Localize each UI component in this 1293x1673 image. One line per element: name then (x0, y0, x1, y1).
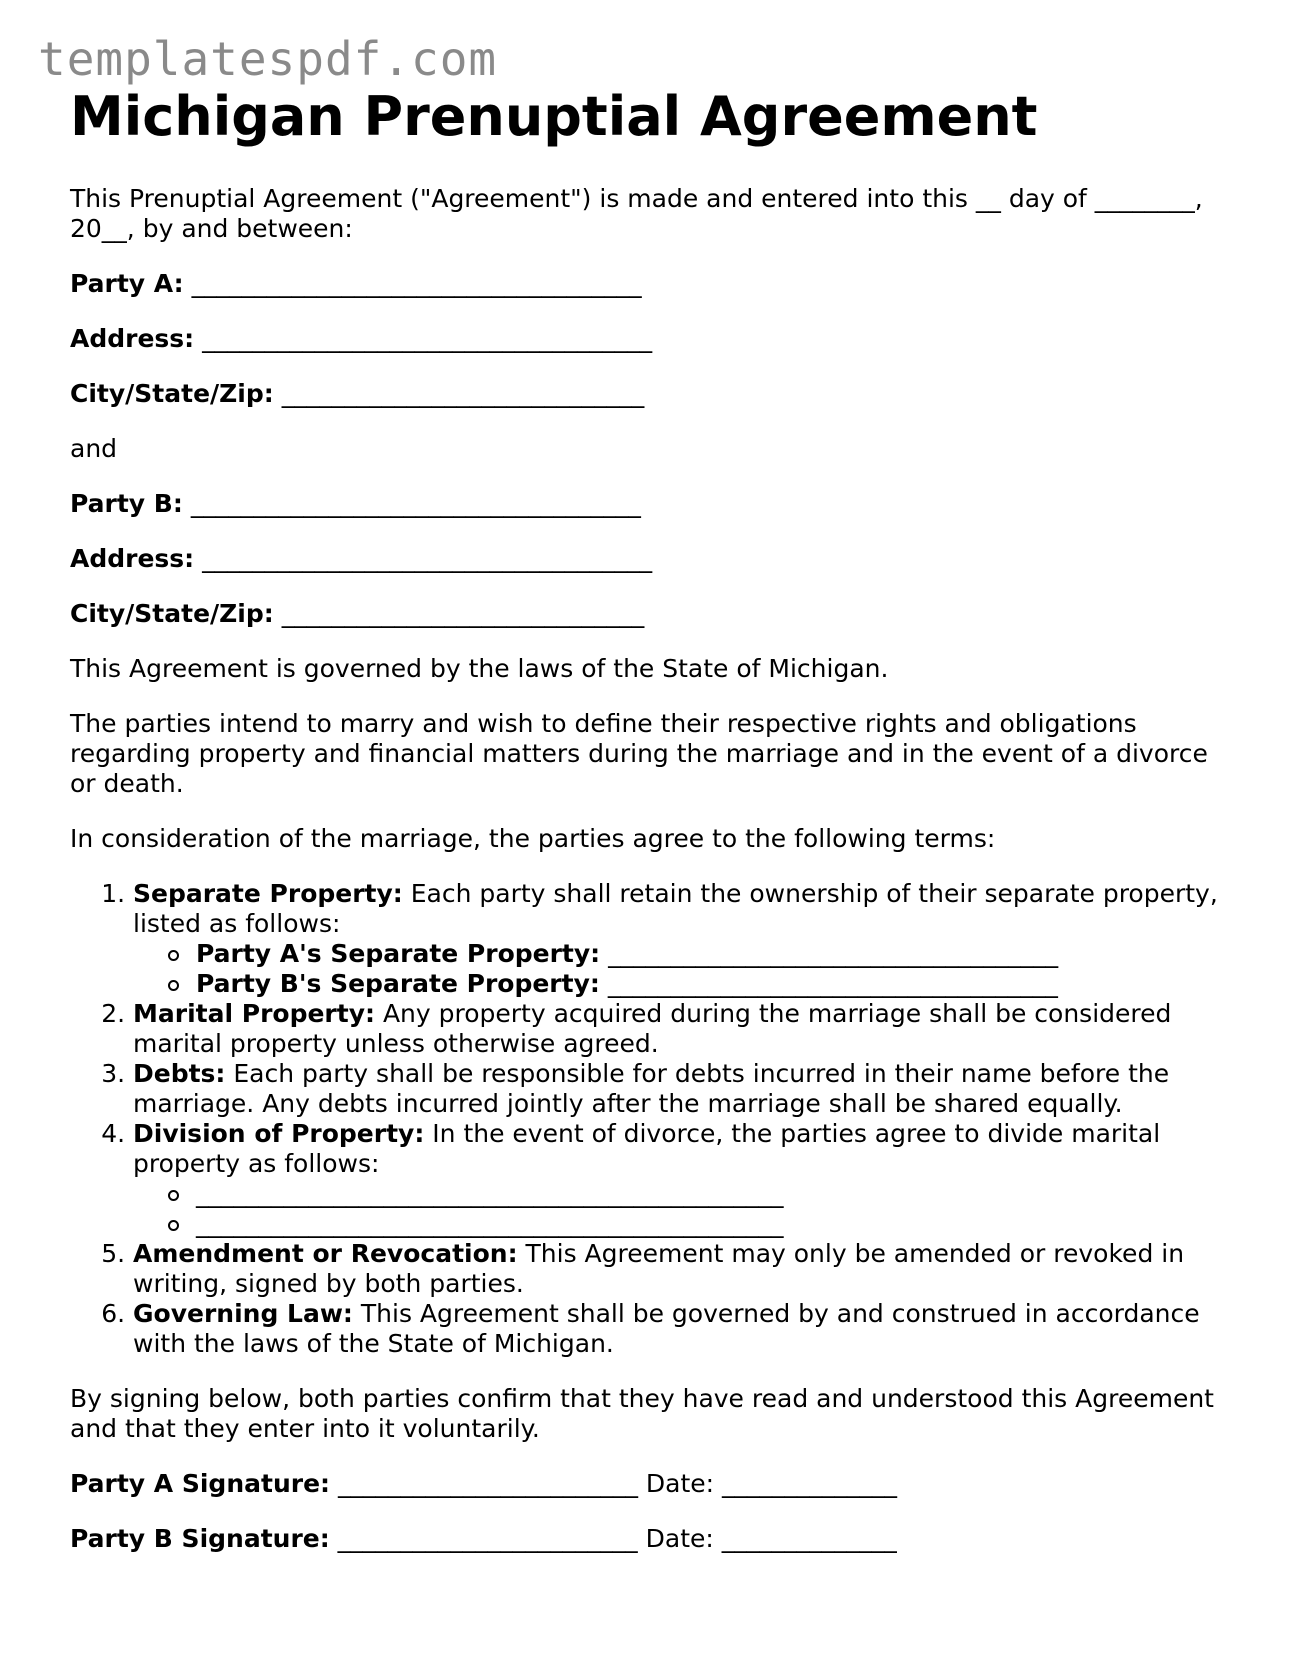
party-b-property-blank[interactable]: ____________________________________ (599, 969, 1058, 998)
party-a-name-label: Party A: (70, 269, 184, 298)
party-b-property-label: Party B's Separate Property: (196, 969, 600, 998)
party-a-city-line (70, 379, 1220, 409)
party-b-name-label: Party B: (70, 489, 183, 518)
intro-paragraph: This Prenuptial Agreement ("Agreement") is made and entered into this __ day of ________, 20__, by and between: (70, 184, 1203, 243)
party-b-address-line (70, 544, 1220, 574)
term-text: Each party shall retain the ownership of their separate property, listed as follows: (133, 879, 1218, 938)
party-a-signature-label: Party A Signature: (70, 1469, 331, 1498)
term-title: Division of Property: (133, 1119, 425, 1148)
party-b-signature-blank[interactable]: ________________________ (329, 1524, 638, 1553)
division-blank-1[interactable]: _______________________________________________ (196, 1179, 784, 1208)
closing-paragraph: By signing below, both parties confirm that they have read and understood this Agreement and that they enter into it voluntarily. (70, 1384, 1214, 1443)
term-title: Governing Law: (133, 1299, 353, 1328)
party-b-address-blank[interactable]: ____________________________________ (202, 544, 653, 573)
sub-item (158, 939, 1220, 969)
party-a-signature-line (70, 1469, 1220, 1499)
party-a-property-blank[interactable]: ____________________________________ (600, 939, 1059, 968)
term-text: This Agreement shall be governed by and construed in accordance with the laws of the State of Michigan. (133, 1299, 1200, 1358)
and-text: and (70, 434, 118, 463)
party-b-city-line (70, 599, 1220, 629)
party-a-address-label: Address: (70, 324, 195, 353)
party-b-address-label: Address: (70, 544, 195, 573)
party-a-city-label: City/State/Zip: (70, 379, 274, 408)
term-item (133, 1059, 1220, 1119)
party-a-address-blank[interactable]: ____________________________________ (202, 324, 653, 353)
intent-paragraph: The parties intend to marry and wish to define their respective rights and obligations regarding property and financial matters during the marriage and in the event of a divorce or death. (70, 709, 1208, 798)
party-b-name-blank[interactable]: ____________________________________ (190, 489, 641, 518)
party-b-city-label: City/State/Zip: (70, 599, 274, 628)
sub-item (158, 969, 1220, 999)
party-a-name-line (70, 269, 1220, 299)
watermark: templatespdf.com (38, 32, 498, 86)
term-item (133, 1239, 1220, 1299)
separate-property-list (133, 939, 1220, 999)
party-b-signature-label: Party B Signature: (70, 1524, 330, 1553)
party-b-name-line (70, 489, 1220, 519)
term-text: In the event of divorce, the parties agree to divide marital property as follows: (133, 1119, 1161, 1178)
term-text: This Agreement may only be amended or revoked in writing, signed by both parties. (133, 1239, 1185, 1298)
division-list (133, 1179, 1220, 1239)
document-body (70, 184, 1220, 1579)
party-b-signature-line (70, 1524, 1220, 1554)
term-item (133, 1119, 1220, 1239)
term-title: Marital Property: (133, 999, 375, 1028)
consideration-paragraph: In consideration of the marriage, the parties agree to the following terms: (70, 824, 996, 853)
party-a-signature-blank[interactable]: ________________________ (330, 1469, 638, 1498)
term-text: Any property acquired during the marriage shall be considered marital property unless otherwise agreed. (133, 999, 1172, 1058)
party-a-name-blank[interactable]: ____________________________________ (191, 269, 642, 298)
sub-item (158, 1209, 1220, 1239)
division-blank-2[interactable]: _______________________________________________ (196, 1209, 784, 1238)
party-a-address-line (70, 324, 1220, 354)
term-item (133, 1299, 1220, 1359)
party-b-date-label: Date: (637, 1524, 714, 1553)
party-a-date-blank[interactable]: ______________ (714, 1469, 898, 1498)
term-title: Amendment or Revocation: (133, 1239, 518, 1268)
party-a-property-label: Party A's Separate Property: (196, 939, 601, 968)
party-a-date-label: Date: (637, 1469, 715, 1498)
sub-item (158, 1179, 1220, 1209)
term-item (133, 879, 1220, 999)
party-b-date-blank[interactable]: ______________ (713, 1524, 897, 1553)
terms-list (70, 879, 1220, 1359)
term-title: Debts: (133, 1059, 226, 1088)
party-a-city-blank[interactable]: _____________________________ (281, 379, 645, 408)
term-text: Each party shall be responsible for debts incurred in their name before the marriage. Any debts incurred jointly after the marriage shall be shared equally. (133, 1059, 1170, 1118)
governed-paragraph: This Agreement is governed by the laws of the State of Michigan. (70, 654, 889, 683)
party-b-city-blank[interactable]: _____________________________ (281, 599, 645, 628)
term-title: Separate Property: (133, 879, 403, 908)
page-title: Michigan Prenuptial Agreement (70, 85, 1038, 148)
term-item (133, 999, 1220, 1059)
